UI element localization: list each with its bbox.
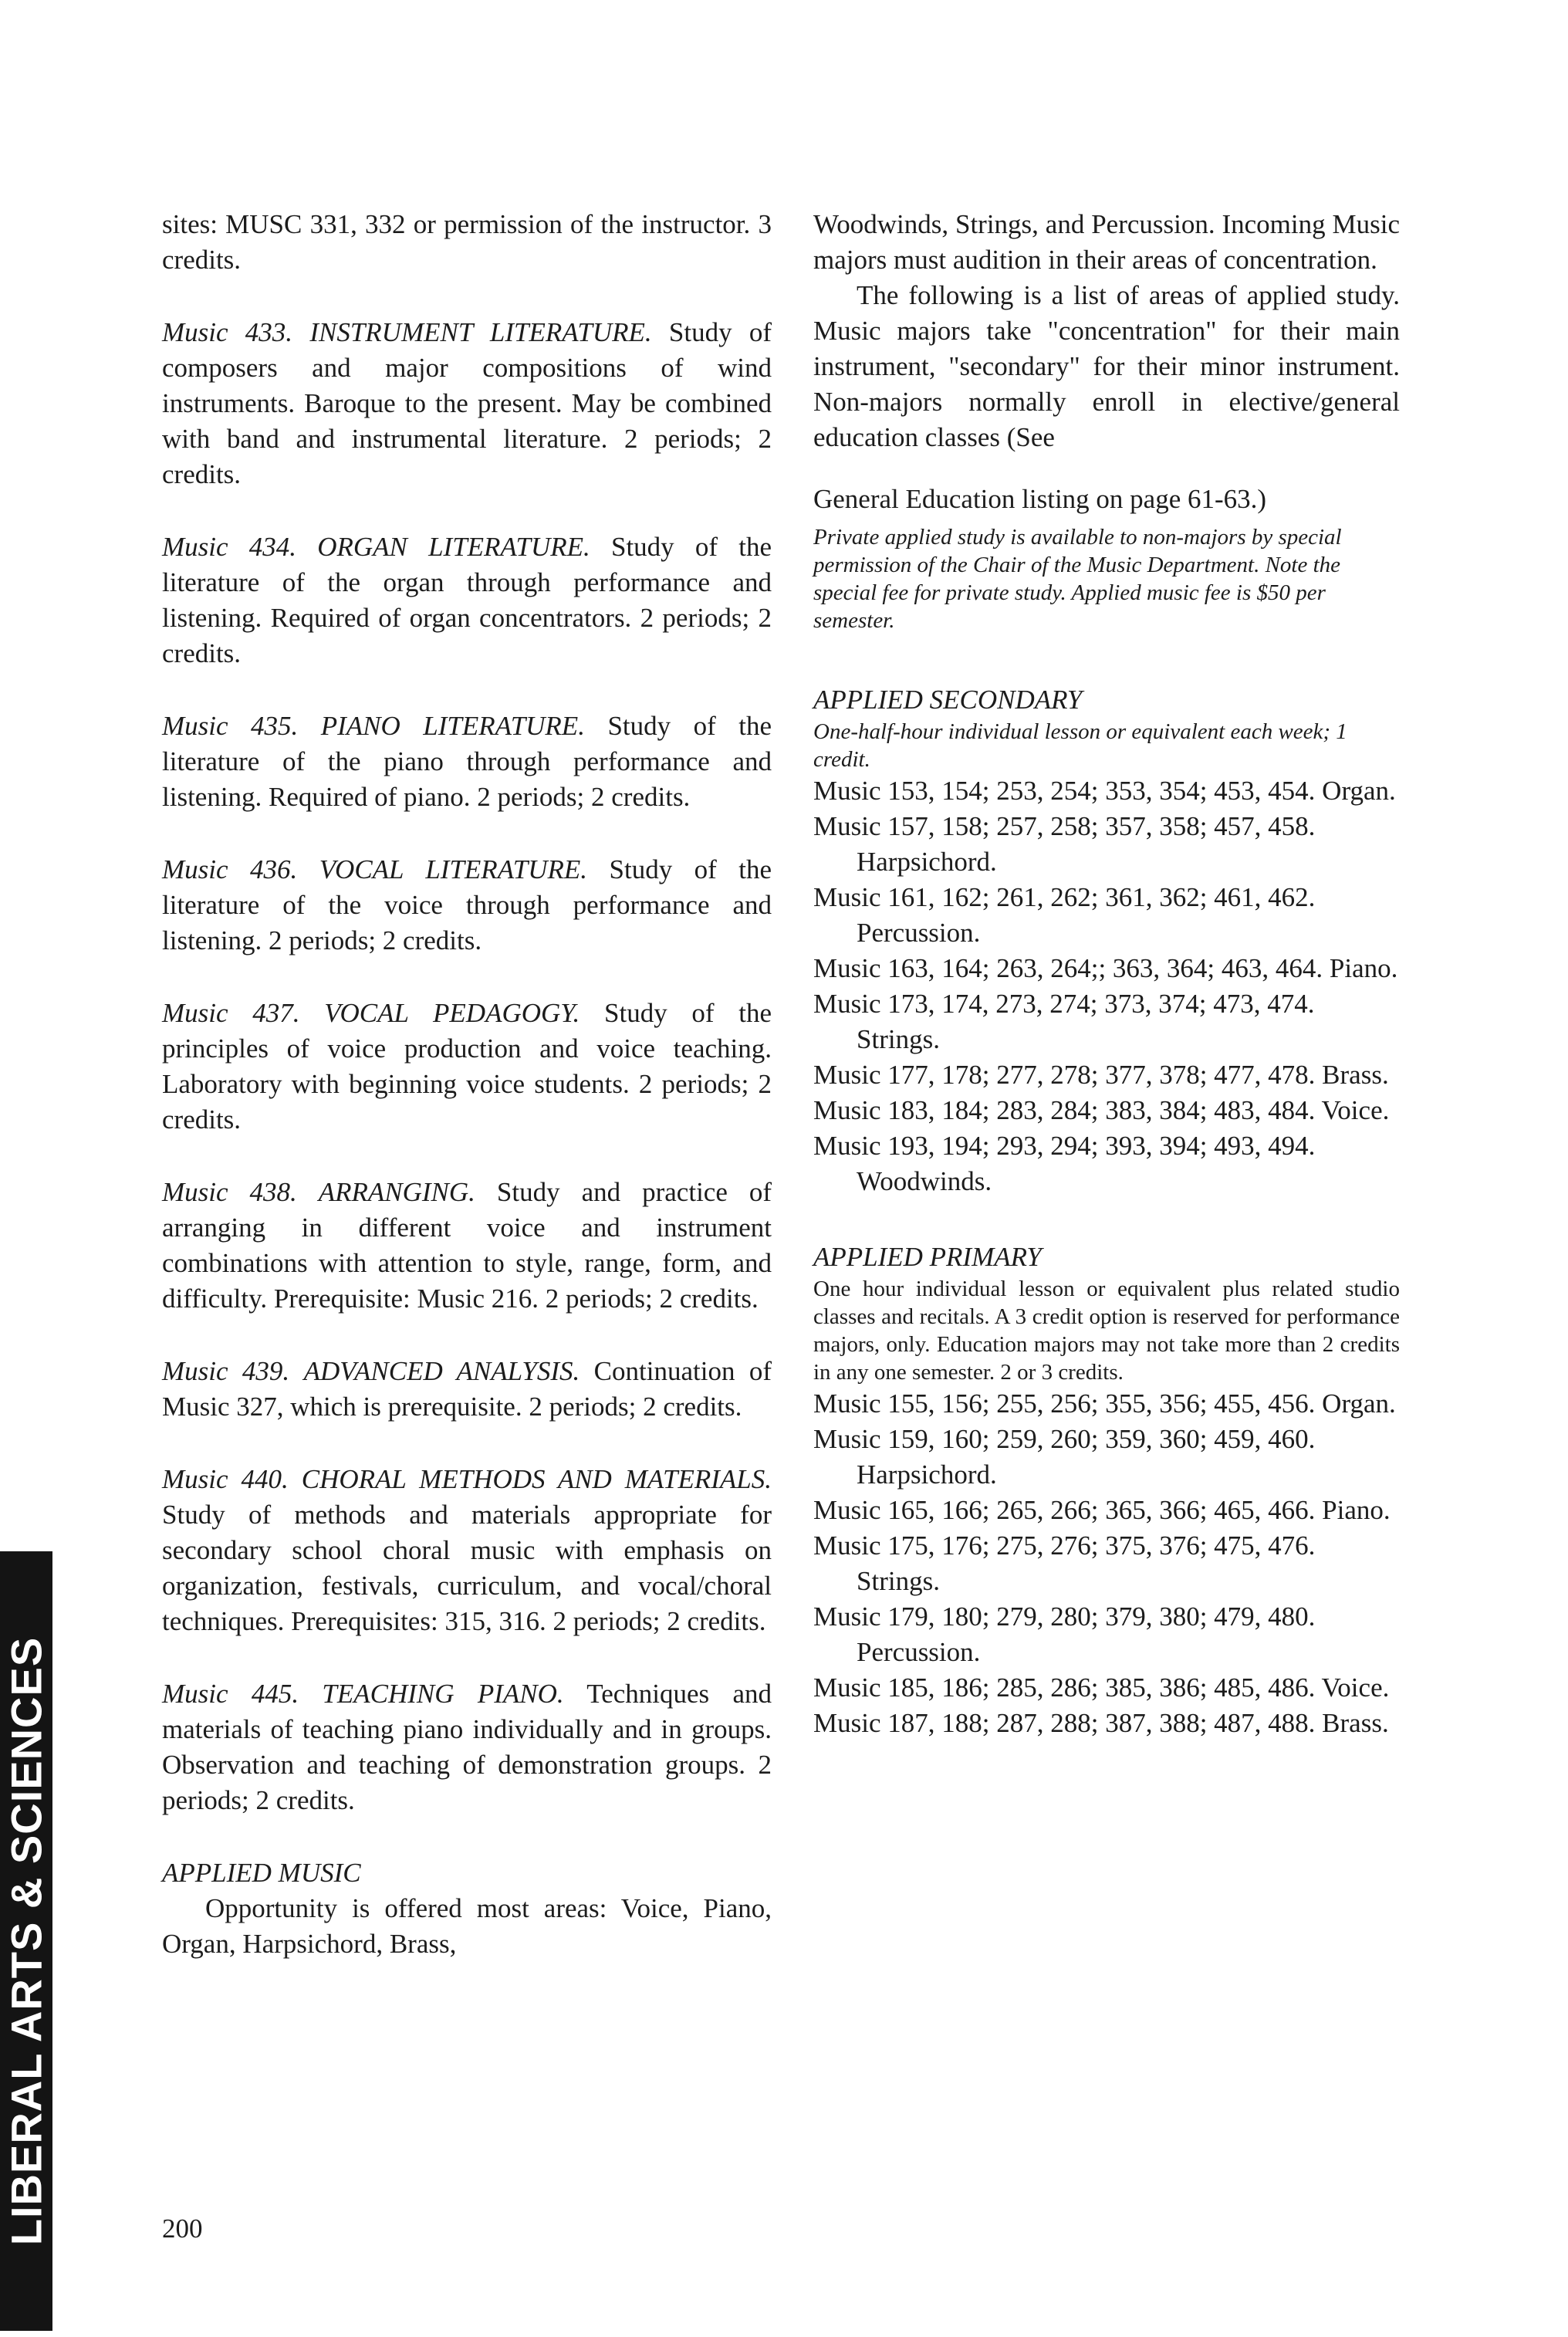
private-study-note: Private applied study is available to non-majors by special permission of the Chair of the Music Department. Note the special fee for private study. Applied music fee is $50 per semester. bbox=[813, 525, 1342, 633]
course-entry-445 bbox=[162, 1676, 772, 1818]
list-item: Music 157, 158; 257, 258; 357, 358; 457, 458. Harpsichord. bbox=[813, 811, 1316, 877]
course-number: Music 435. bbox=[162, 711, 299, 741]
course-continuation: sites: MUSC 331, 332 or permission of the instructor. 3 credits. bbox=[162, 209, 772, 275]
section-text: Opportunity is offered most areas: Voice, Piano, Organ, Harpsichord, Brass, bbox=[162, 1893, 772, 1959]
list-item: Music 179, 180; 279, 280; 379, 380; 479, 480. Percussion. bbox=[813, 1601, 1316, 1667]
course-entry-434 bbox=[162, 529, 772, 671]
section-heading: APPLIED MUSIC bbox=[162, 1858, 361, 1888]
section-note: One hour individual lesson or equivalent plus related studio classes and recitals. A 3 credit option is reserved for performance majors, only. Education majors may not take more than 2 credits in any one semester. 2 or 3 credits. bbox=[813, 1277, 1400, 1385]
section-heading: APPLIED SECONDARY bbox=[813, 685, 1083, 715]
course-title: ORGAN LITERATURE. bbox=[317, 532, 590, 562]
list-item: Music 185, 186; 285, 286; 385, 386; 485, 486. Voice. bbox=[813, 1672, 1390, 1703]
secondary-list bbox=[813, 773, 1400, 1199]
course-entry-437 bbox=[162, 996, 772, 1138]
section-heading: APPLIED PRIMARY bbox=[813, 1242, 1042, 1272]
applied-music-section bbox=[162, 1855, 772, 1962]
section-side-tab bbox=[0, 1551, 52, 2331]
course-entry-440 bbox=[162, 1462, 772, 1639]
course-title: PIANO LITERATURE. bbox=[320, 711, 585, 741]
course-title: VOCAL LITERATURE. bbox=[319, 854, 588, 884]
continuation-text: Woodwinds, Strings, and Percussion. Incoming Music majors must audition in their areas of concentration. bbox=[813, 209, 1400, 275]
section-note: One-half-hour individual lesson or equivalent each week; 1 credit. bbox=[813, 719, 1347, 772]
course-title: ARRANGING. bbox=[318, 1177, 475, 1207]
list-item: Music 159, 160; 259, 260; 359, 360; 459, 460. Harpsichord. bbox=[813, 1424, 1316, 1490]
course-description: Study and practice of arranging in different voice and instrument combinations with attention to style, range, form, and difficulty. Prerequisite: Music 216. 2 periods; 2 credits. bbox=[162, 1177, 772, 1314]
course-description: Study of the principles of voice production and voice teaching. Laboratory with beginning voice students. 2 periods; 2 credits. bbox=[162, 998, 772, 1135]
course-entry-435 bbox=[162, 709, 772, 815]
course-number: Music 436. bbox=[162, 854, 298, 884]
course-entry-438 bbox=[162, 1175, 772, 1317]
course-description: Techniques and materials of teaching piano individually and in groups. Observation and teaching of demonstration groups. 2 periods; 2 credits. bbox=[162, 1679, 772, 1815]
applied-primary-section bbox=[813, 1240, 1400, 1741]
list-item: Music 177, 178; 277, 278; 377, 378; 477, 478. Brass. bbox=[813, 1060, 1389, 1090]
list-item: Music 155, 156; 255, 256; 355, 356; 455, 456. Organ. bbox=[813, 1388, 1396, 1419]
course-description: Study of methods and materials appropriate for secondary school choral music with emphasis on organization, festivals, curriculum, and vocal/choral techniques. Prerequisites: 315, 316. 2 periods; 2 credits. bbox=[162, 1500, 772, 1636]
course-description: Continuation of Music 327, which is prerequisite. 2 periods; 2 credits. bbox=[162, 1356, 772, 1422]
primary-list bbox=[813, 1386, 1400, 1741]
list-item: Music 187, 188; 287, 288; 387, 388; 487, 488. Brass. bbox=[813, 1708, 1389, 1738]
left-column bbox=[162, 207, 772, 1962]
list-item: Music 183, 184; 283, 284; 383, 384; 483, 484. Voice. bbox=[813, 1095, 1390, 1125]
list-item: Music 173, 174, 273, 274; 373, 374; 473, 474. Strings. bbox=[813, 989, 1315, 1054]
course-description: Study of the literature of the organ through performance and listening. Required of organ concentrators. 2 periods; 2 credits. bbox=[162, 532, 772, 668]
list-item: Music 153, 154; 253, 254; 353, 354; 453, 454. Organ. bbox=[813, 776, 1396, 806]
side-tab-label: LIBERAL ARTS & SCIENCES bbox=[2, 1636, 51, 2246]
course-title: VOCAL PEDAGOGY. bbox=[324, 998, 580, 1028]
course-number: Music 439. bbox=[162, 1356, 290, 1386]
course-entry-439 bbox=[162, 1354, 772, 1425]
page-number: 200 bbox=[162, 2214, 203, 2244]
gen-ed-text: General Education listing on page 61-63.) bbox=[813, 484, 1267, 514]
course-title: ADVANCED ANALYSIS. bbox=[303, 1356, 580, 1386]
course-title: INSTRUMENT LITERATURE. bbox=[309, 317, 652, 347]
applied-secondary-section bbox=[813, 682, 1400, 1199]
course-description: Study of composers and major compositions of wind instruments. Baroque to the present. May be combined with band and instrumental literature. 2 periods; 2 credits. bbox=[162, 317, 772, 489]
course-description: Study of the literature of the piano through performance and listening. Required of piano. 2 periods; 2 credits. bbox=[162, 711, 772, 812]
list-item: Music 193, 194; 293, 294; 393, 394; 493, 494. Woodwinds. bbox=[813, 1131, 1316, 1196]
right-column bbox=[813, 207, 1400, 1741]
course-number: Music 440. bbox=[162, 1464, 289, 1494]
list-item: Music 165, 166; 265, 266; 365, 366; 465, 466. Piano. bbox=[813, 1495, 1391, 1525]
areas-text: The following is a list of areas of applied study. Music majors take "concentration" for their main instrument, "secondary" for their minor instrument. Non-majors normally enroll in elective/general education classes (See bbox=[813, 280, 1400, 452]
course-number: Music 437. bbox=[162, 998, 300, 1028]
course-number: Music 445. bbox=[162, 1679, 299, 1709]
course-entry-436 bbox=[162, 852, 772, 959]
course-number: Music 438. bbox=[162, 1177, 297, 1207]
course-title: CHORAL METHODS AND MATERIALS. bbox=[301, 1464, 772, 1494]
list-item: Music 161, 162; 261, 262; 361, 362; 461, 462. Percussion. bbox=[813, 882, 1316, 948]
course-number: Music 434. bbox=[162, 532, 296, 562]
list-item: Music 163, 164; 263, 264;; 363, 364; 463, 464. Piano. bbox=[813, 953, 1398, 983]
course-entry-433 bbox=[162, 315, 772, 492]
course-description: Study of the literature of the voice through performance and listening. 2 periods; 2 credits. bbox=[162, 854, 772, 955]
course-title: TEACHING PIANO. bbox=[322, 1679, 564, 1709]
list-item: Music 175, 176; 275, 276; 375, 376; 475, 476. Strings. bbox=[813, 1530, 1316, 1596]
course-number: Music 433. bbox=[162, 317, 293, 347]
